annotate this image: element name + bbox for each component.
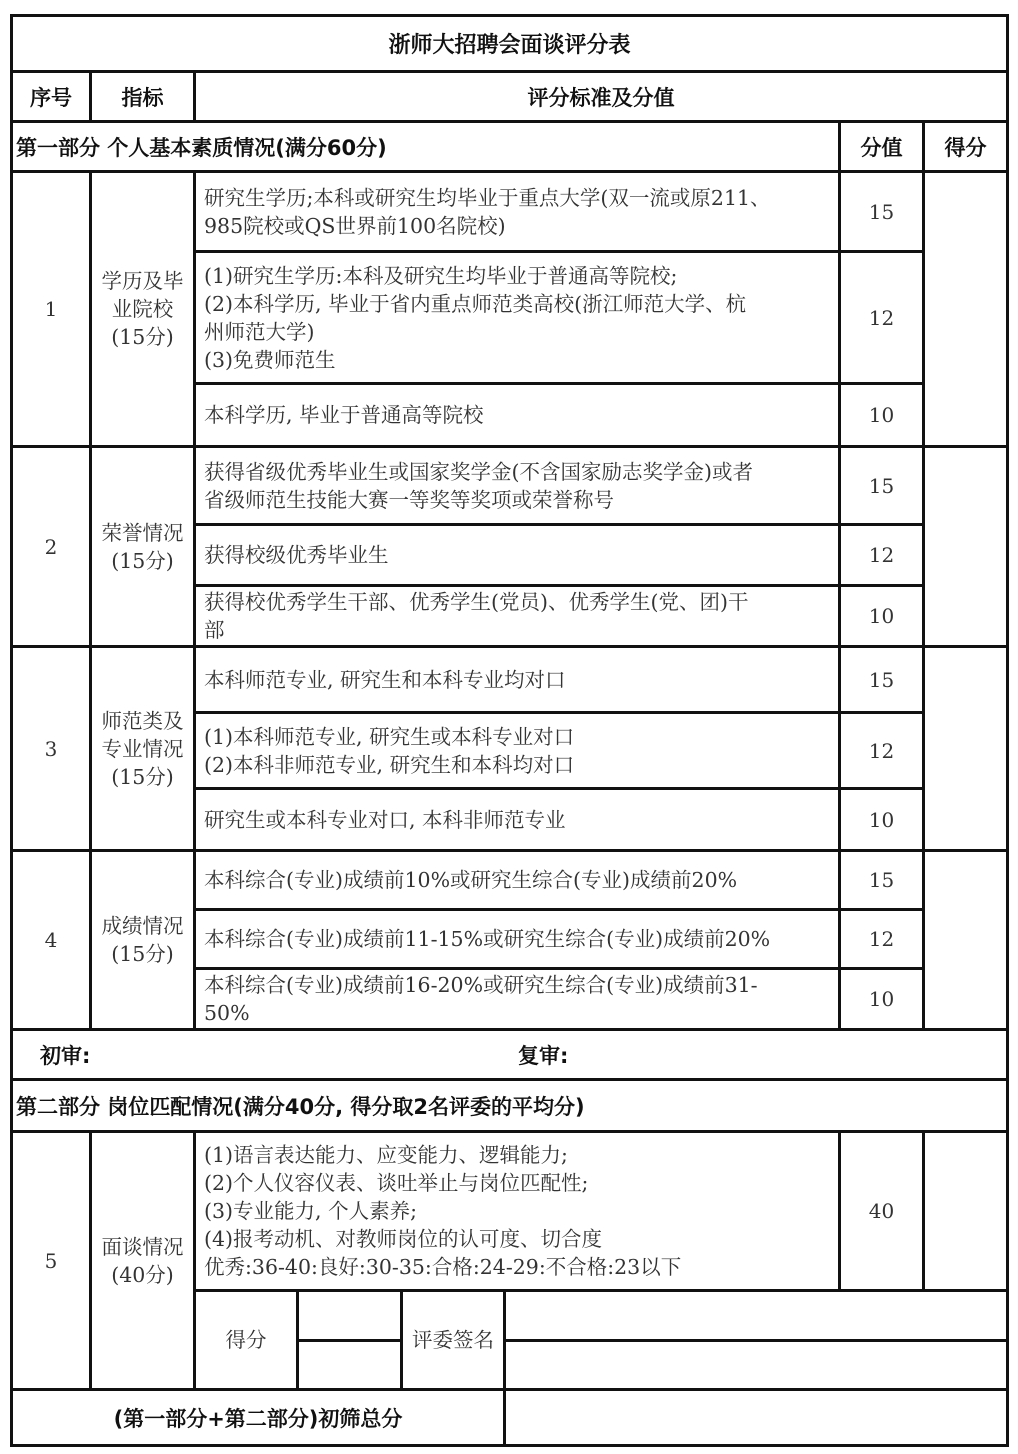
interview-score: 40 [868,1199,895,1223]
criterion-score: 12 [868,738,895,763]
criterion-score: 15 [868,868,895,892]
header-no: 序号 [30,85,72,110]
section-5-indicator: 面谈情况 (40分) [101,1234,184,1287]
criterion-score: 10 [868,403,895,427]
got-column-header: 得分 [944,135,987,160]
grid-line [922,1130,925,1292]
criterion-text: 获得校级优秀毕业生 [204,543,389,567]
grid-line [10,1444,1009,1447]
criterion-text: (1)研究生学历:本科及研究生均毕业于普通高等院校; (2)本科学历, 毕业于省内重点师范类高校(浙江师范大学、杭 州师范大学) (3)免费师范生 [204,263,747,372]
criterion-score: 12 [868,543,895,567]
criterion-text: 研究生或本科专业对口, 本科非师范专业 [204,807,566,832]
form-title: 浙师大招聘会面谈评分表 [388,33,631,58]
total-score-label: (第一部分+第二部分)初筛总分 [113,1406,403,1431]
criterion-score: 12 [868,305,895,330]
section-4-no: 4 [44,928,58,952]
judge-signature-field-1[interactable] [506,1292,1006,1339]
criterion-score: 15 [868,199,895,224]
part1-title: 第一部分 个人基本素质情况(满分60分) [16,135,387,160]
criterion-text: 研究生学历;本科或研究生均毕业于重点大学(双一流或原211、 985院校或QS世界前100名院校) [204,185,771,238]
interview-criteria-text: (1)语言表达能力、应变能力、逻辑能力; (2)个人仪容仪表、谈吐举止与岗位匹配性; (3)专业能力, 个人素养; (4)报考动机、对教师岗位的认可度、切合度 优秀:36-40:良好:30-35:合格:24-29:不合格:23以下 [204,1143,682,1279]
criterion-score: 15 [868,473,895,498]
criterion-text: 本科综合(专业)成绩前11-15%或研究生综合(专业)成绩前20% [204,927,771,951]
section-2-no: 2 [44,534,58,559]
section-1-indicator: 学历及毕 业院校 (15分) [101,269,184,349]
criterion-text: 本科综合(专业)成绩前16-20%或研究生综合(专业)成绩前31- 50% [204,973,758,1025]
judge-signature-label: 评委签名 [412,1328,494,1352]
part2-title: 第二部分 岗位匹配情况(满分40分, 得分取2名评委的平均分) [16,1094,585,1119]
section-4-indicator: 成绩情况 (15分) [101,914,184,966]
first-review-label: 初审: [40,1043,91,1068]
section-1-no: 1 [44,297,58,321]
grid-line [1006,14,1009,1447]
header-indicator: 指标 [121,85,164,110]
judge-signature-field-2[interactable] [506,1342,1006,1388]
criterion-score: 15 [868,667,895,692]
header-criteria: 评分标准及分值 [527,85,675,110]
grid-line [922,170,925,1031]
score-label: 得分 [225,1328,267,1352]
criterion-score: 10 [868,807,895,832]
criterion-text: 本科综合(专业)成绩前10%或研究生综合(专业)成绩前20% [204,868,738,892]
total-score-field[interactable] [506,1391,1006,1444]
criterion-score: 12 [868,927,895,951]
second-review-label: 复审: [518,1043,569,1068]
criterion-text: 获得省级优秀毕业生或国家奖学金(不含国家励志奖学金)或者 省级师范生技能大赛一等奖等奖项或荣誉称号 [204,459,753,512]
criterion-text: 获得校优秀学生干部、优秀学生(党员)、优秀学生(党、团)干 部 [204,590,749,642]
criterion-text: (1)本科师范专业, 研究生或本科专业对口 (2)本科非师范专业, 研究生和本科均对口 [204,724,575,777]
score-input-2[interactable] [299,1342,400,1388]
criterion-text: 本科师范专业, 研究生和本科专业均对口 [204,667,566,692]
section-2-indicator: 荣誉情况 (15分) [101,520,184,573]
criterion-text: 本科学历, 毕业于普通高等院校 [204,403,484,427]
criterion-score: 10 [868,604,895,628]
criterion-score: 10 [868,987,895,1011]
section-3-no: 3 [44,736,58,761]
score-input-1[interactable] [299,1292,400,1339]
score-column-header: 分值 [860,135,903,160]
section-5-no: 5 [44,1248,58,1273]
section-3-indicator: 师范类及 专业情况 (15分) [101,708,184,789]
